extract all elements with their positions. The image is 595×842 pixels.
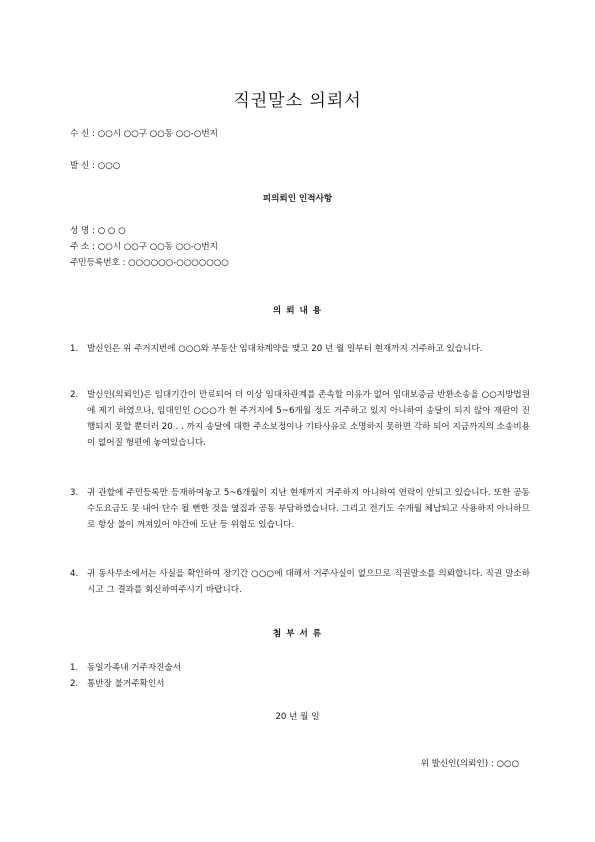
recipient-line: 수 신 : ○○시 ○○구 ○○동 ○○-○번지 [70, 129, 218, 139]
attachment-number: 1. [70, 663, 79, 673]
paragraph-number: 4. [70, 569, 79, 579]
attachment-item-1 [70, 660, 181, 676]
request-paragraph-2 [70, 387, 530, 451]
paragraph-text: 귀 동사무소에서는 사실을 확인하여 장기간 ○○○에 대해서 거주사실이 없으므로 직권말소를 의뢰합니다. 직권 말소하시고 그 결과를 회신하여주시기 바랍니다. [87, 569, 530, 595]
attachment-number: 2. [70, 679, 79, 689]
subject-address: 주 소 : ○○시 ○○구 ○○동 ○○-○번지 [70, 242, 218, 252]
request-paragraph-4 [70, 566, 530, 598]
attachment-text: 동일가족내 거주자진술서 [87, 663, 182, 673]
paragraph-text: 발신인은 위 주거지번에 ○○○와 부동산 임대차계약을 맺고 20 년 월 일부터 현재까지 거주하고 있습니다. [87, 344, 483, 354]
subject-id-number: 주민등록번호 : ○○○○○○-○○○○○○○ [70, 258, 229, 268]
paragraph-number: 2. [70, 390, 79, 400]
paragraph-number: 1. [70, 344, 79, 354]
request-paragraph-1 [70, 341, 530, 357]
attachment-text: 통반장 불거주확인서 [87, 679, 165, 689]
subject-name: 성 명 : ○ ○ ○ [70, 226, 126, 236]
date-line: 20 년 월 일 [275, 712, 320, 722]
request-heading: 의 뢰 내 용 [272, 306, 323, 316]
document-title: 직권말소 의뢰서 [233, 91, 362, 111]
paragraph-number: 3. [70, 488, 79, 498]
attachment-item-2 [70, 676, 164, 692]
signature-line: 위 발신인(의뢰인) : ○○○ [420, 759, 519, 769]
paragraph-text: 발신인(의뢰인)은 임대기간이 만료되어 더 이상 임대차관계를 존속할 이유가 없어 임대보증금 반환소송을 ○○지방법원에 제기 하였으나, 임대인인 ○○○가 현 주거지에 5~6개월 정도 거주하고 있지 아니하여 송달이 되지 않아 재판이 진행되지 못할 뿐더러 20 . . 까지 송달에 대한 주소보정이나 기타사유로 소명하지 못하면 각하 되어 지금까지의 소송비용이 없어질 형편에 놓여있습니다. [87, 390, 530, 448]
attachments-heading: 첨 부 서 류 [272, 629, 323, 639]
request-paragraph-3 [70, 485, 530, 533]
subject-heading: 피의뢰인 인적사항 [262, 194, 333, 204]
sender-line: 발 신 : ○○○ [70, 161, 121, 171]
paragraph-text: 귀 관할에 주민등록만 등재하여놓고 5~6개월이 지난 현재까지 거주하지 아니하여 연락이 안되고 있습니다. 또한 공동수도요금도 못 내어 단수 될 뻔한 것을 옆집과 공동 부담하였습니다. 그리고 전기도 수개월 체납되고 사용하지 아니하므로 항상 불이 꺼져있어 야간에 도난 등 위험도 있습니다. [87, 488, 530, 530]
